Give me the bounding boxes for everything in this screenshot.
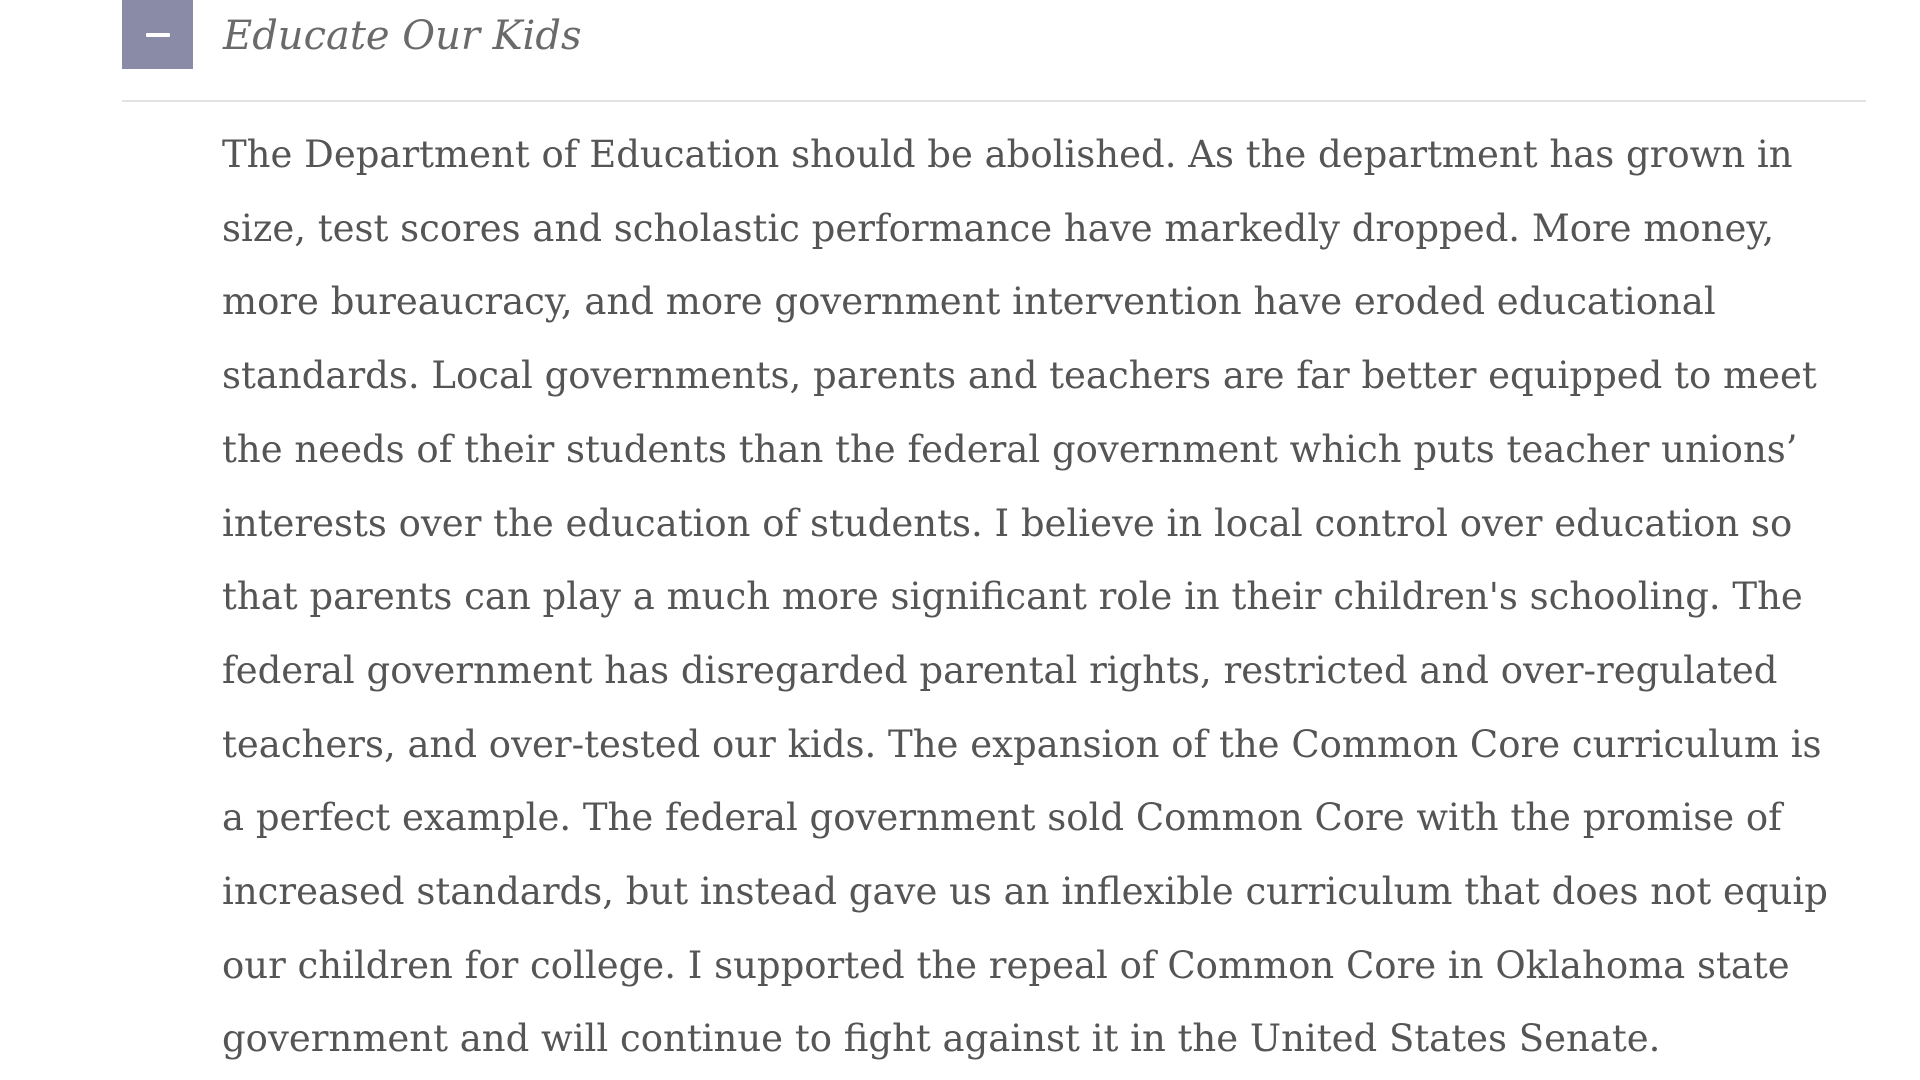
body-paragraph — [222, 118, 1872, 1076]
body-line: The Department of Education should be abolished. As the department has grown in — [222, 133, 1793, 176]
body-line: the needs of their students than the federal government which puts teacher unions’ — [222, 427, 1798, 471]
collapse-toggle-button[interactable] — [122, 0, 193, 69]
body-line: more bureaucracy, and more government intervention have eroded educational — [222, 280, 1716, 324]
body-line: increased standards, but instead gave us an inflexible curriculum that does not equip — [222, 870, 1828, 914]
accordion-header — [122, 0, 1866, 102]
minus-icon — [146, 33, 170, 37]
section-title[interactable]: Educate Our Kids — [223, 13, 582, 59]
body-line: that parents can play a much more significant role in their children's schooling. The — [222, 575, 1803, 619]
accordion-section — [122, 0, 1866, 1061]
body-line: government and will continue to fight against it in the United States Senate. — [222, 1017, 1661, 1061]
body-line: a perfect example. The federal government sold Common Core with the promise of — [222, 796, 1782, 840]
body-line: teachers, and over-tested our kids. The expansion of the Common Core curriculum is — [222, 722, 1822, 766]
body-line: interests over the education of students. I believe in local control over education so — [222, 501, 1793, 545]
body-line: federal government has disregarded parental rights, restricted and over-regulated — [222, 648, 1778, 692]
body-line: our children for college. I supported the repeal of Common Core in Oklahoma state — [222, 943, 1790, 987]
body-line: size, test scores and scholastic performance have markedly dropped. More money, — [222, 206, 1775, 250]
accordion-body — [222, 118, 1872, 1076]
body-line: standards. Local governments, parents and teachers are far better equipped to meet — [222, 354, 1817, 398]
